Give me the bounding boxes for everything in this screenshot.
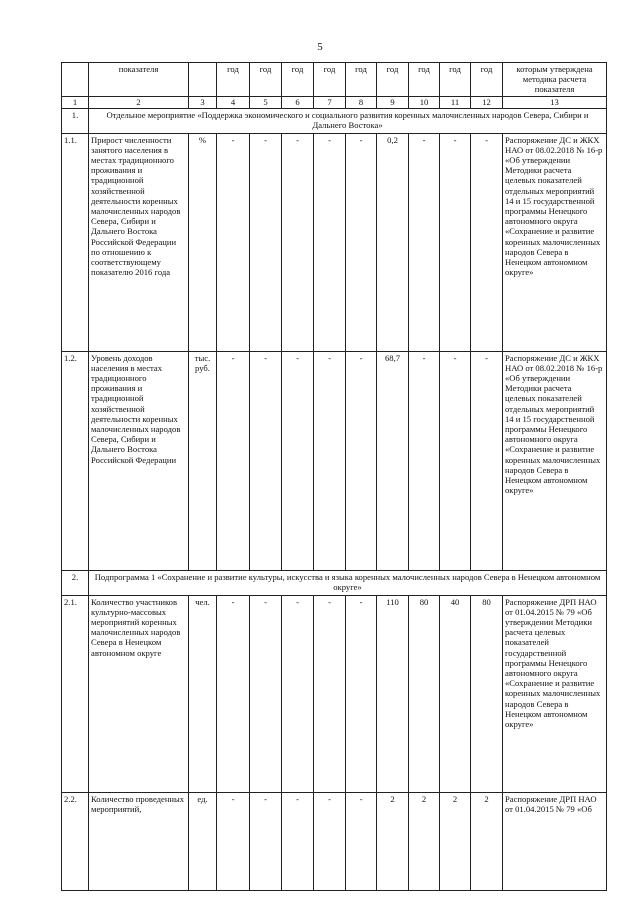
methodology-doc: Распоряжение ДРП НАО от 01.04.2015 № 79 «Об bbox=[503, 792, 607, 890]
value-cell: - bbox=[250, 351, 282, 570]
value-cell: 2 bbox=[377, 792, 409, 890]
value-cell: - bbox=[282, 595, 314, 792]
table-row bbox=[62, 792, 607, 890]
header-methodology: которым утвержденa методика расчета показателя bbox=[503, 63, 607, 97]
value-cell: - bbox=[282, 792, 314, 890]
value-cell: 2 bbox=[471, 792, 503, 890]
value-cell: - bbox=[440, 133, 471, 351]
value-cell: - bbox=[409, 351, 440, 570]
col-number: 4 bbox=[217, 96, 250, 108]
col-number: 12 bbox=[471, 96, 503, 108]
page-number: 5 bbox=[317, 41, 323, 53]
unit: тыс. руб. bbox=[189, 351, 217, 570]
value-cell: - bbox=[282, 351, 314, 570]
header-year: год bbox=[250, 63, 282, 97]
col-number: 10 bbox=[409, 96, 440, 108]
column-number-row bbox=[62, 96, 607, 108]
col-number: 6 bbox=[282, 96, 314, 108]
value-cell: - bbox=[217, 595, 250, 792]
row-number: 1.1. bbox=[62, 133, 89, 351]
value-cell: - bbox=[314, 351, 346, 570]
section-number: 2. bbox=[62, 570, 89, 595]
col-number: 9 bbox=[377, 96, 409, 108]
value-cell: - bbox=[250, 595, 282, 792]
value-cell: - bbox=[250, 133, 282, 351]
col-number: 13 bbox=[503, 96, 607, 108]
value-cell: - bbox=[346, 351, 377, 570]
section-row bbox=[62, 108, 607, 133]
value-cell: - bbox=[282, 133, 314, 351]
value-cell: - bbox=[217, 792, 250, 890]
value-cell: 110 bbox=[377, 595, 409, 792]
row-number: 2.1. bbox=[62, 595, 89, 792]
indicators-table bbox=[61, 62, 607, 891]
value-cell: 80 bbox=[409, 595, 440, 792]
section-title: Подпрограмма 1 «Сохранение и развитие культуры, искусства и языка коренных малочисленных народов Севера в Ненецком автономном округе» bbox=[89, 570, 607, 595]
row-number: 2.2. bbox=[62, 792, 89, 890]
value-cell: 68,7 bbox=[377, 351, 409, 570]
value-cell: - bbox=[471, 133, 503, 351]
col-number: 7 bbox=[314, 96, 346, 108]
unit: ед. bbox=[189, 792, 217, 890]
col-number: 3 bbox=[189, 96, 217, 108]
header-year: год bbox=[282, 63, 314, 97]
methodology-doc: Распоряжение ДС и ЖКХ НАО от 08.02.2018 № 16-р «Об утверждении Методики расчета целевых показателей отдельных мероприятий 14 и 15 государственной программы Ненецкого автономного округа «Сохранение и развитие коренных малочисленных народов Севера в Ненецком автономном округе» bbox=[503, 351, 607, 570]
value-cell: 2 bbox=[440, 792, 471, 890]
col-number: 11 bbox=[440, 96, 471, 108]
unit: % bbox=[189, 133, 217, 351]
value-cell: 0,2 bbox=[377, 133, 409, 351]
header-year: год bbox=[346, 63, 377, 97]
value-cell: - bbox=[250, 792, 282, 890]
section-row bbox=[62, 570, 607, 595]
header-year: год bbox=[409, 63, 440, 97]
methodology-doc: Распоряжение ДРП НАО от 01.04.2015 № 79 «Об утверждении Методики расчета целевых показателей государственной программы Ненецкого автономного округа «Сохранение и развитие коренных малочисленных народов Севера в Ненецком автономном округе» bbox=[503, 595, 607, 792]
value-cell: 40 bbox=[440, 595, 471, 792]
value-cell: 2 bbox=[409, 792, 440, 890]
header-year: год bbox=[471, 63, 503, 97]
value-cell: - bbox=[314, 133, 346, 351]
value-cell: - bbox=[217, 133, 250, 351]
header-cell-3 bbox=[189, 63, 217, 97]
header-cell-1 bbox=[62, 63, 89, 97]
header-year: год bbox=[217, 63, 250, 97]
value-cell: - bbox=[346, 133, 377, 351]
header-year: год bbox=[440, 63, 471, 97]
value-cell: - bbox=[346, 595, 377, 792]
header-year: год bbox=[314, 63, 346, 97]
section-number: 1. bbox=[62, 108, 89, 133]
value-cell: - bbox=[471, 351, 503, 570]
value-cell: 80 bbox=[471, 595, 503, 792]
table-row bbox=[62, 133, 607, 351]
value-cell: - bbox=[314, 792, 346, 890]
value-cell: - bbox=[346, 792, 377, 890]
col-number: 2 bbox=[89, 96, 189, 108]
indicator-name: Уровень доходов населения в местах традиционного проживания и традиционной хозяйственной деятельности коренных малочисленных народов Севера, Сибири и Дальнего Востока Российской Федерации bbox=[89, 351, 189, 570]
header-year: год bbox=[377, 63, 409, 97]
header-row bbox=[62, 63, 607, 97]
indicator-name: Количество проведенных мероприятий, bbox=[89, 792, 189, 890]
methodology-doc: Распоряжение ДС и ЖКХ НАО от 08.02.2018 № 16-р «Об утверждении Методики расчета целевых показателей отдельных мероприятий 14 и 15 государственной программы Ненецкого автономного округа «Сохранение и развитие коренных малочисленных народов Севера в Ненецком автономном округе» bbox=[503, 133, 607, 351]
table-row bbox=[62, 595, 607, 792]
value-cell: - bbox=[440, 351, 471, 570]
row-number: 1.2. bbox=[62, 351, 89, 570]
col-number: 8 bbox=[346, 96, 377, 108]
col-number: 1 bbox=[62, 96, 89, 108]
header-indicator: показателя bbox=[89, 63, 189, 97]
table-row bbox=[62, 351, 607, 570]
indicator-name: Прирост численности занятого населения в местах традиционного проживания и традиционной хозяйственной деятельности коренных малочисленных народов Севера, Сибири и Дальнего Востока Российской Федерации по отношению к соответствующему показателю 2016 года bbox=[89, 133, 189, 351]
value-cell: - bbox=[314, 595, 346, 792]
value-cell: - bbox=[409, 133, 440, 351]
indicator-name: Количество участников культурно-массовых мероприятий коренных малочисленных народов Севера в Ненецком автономном округе bbox=[89, 595, 189, 792]
col-number: 5 bbox=[250, 96, 282, 108]
value-cell: - bbox=[217, 351, 250, 570]
section-title: Отдельное мероприятие «Поддержка экономического и социального развития коренных малочисленных народов Севера, Сибири и Дальнего Востока» bbox=[89, 108, 607, 133]
unit: чел. bbox=[189, 595, 217, 792]
